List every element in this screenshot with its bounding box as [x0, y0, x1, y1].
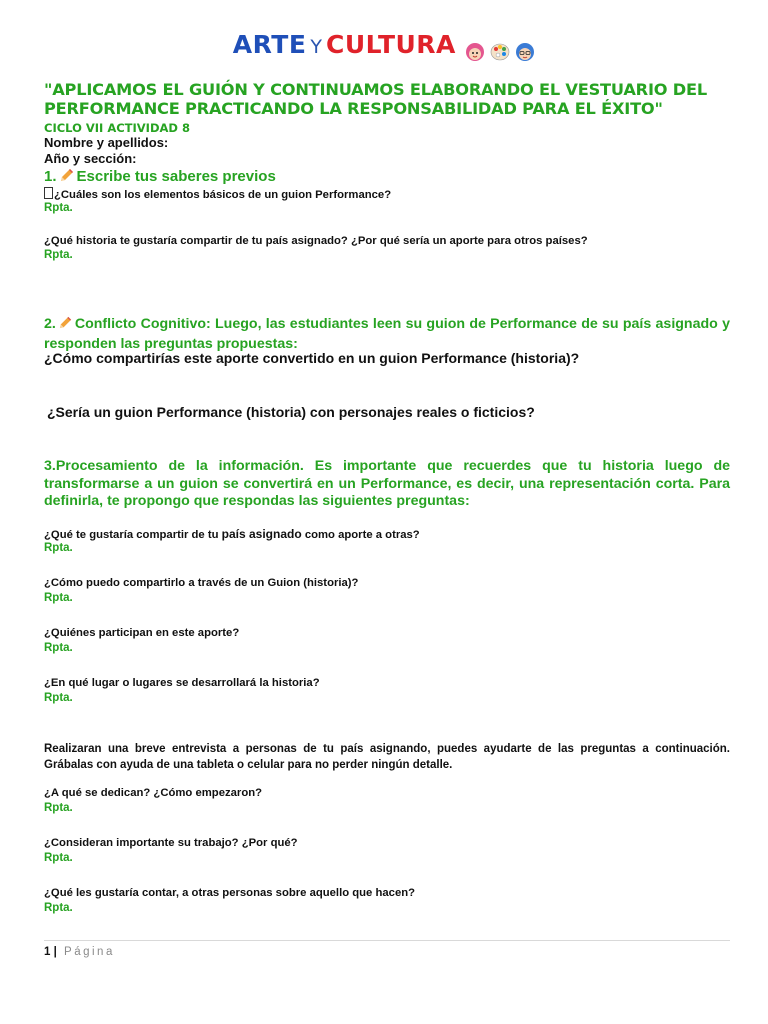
header-banner	[0, 30, 768, 62]
cycle-label: CICLO VII ACTIVIDAD 8	[44, 121, 190, 135]
section-1-heading	[44, 167, 276, 187]
page-footer	[44, 946, 115, 958]
answer-label: Rpta.	[44, 692, 73, 704]
header-icons	[465, 41, 535, 62]
answer-label: Rpta.	[44, 642, 73, 654]
section-2-question-2: ¿Sería un guion Performance (historia) con personajes reales o ficticios?	[47, 404, 535, 420]
section-1-question-1: ¿Cuáles son los elementos básicos de un guion Performance?	[44, 187, 391, 201]
section-3-intro: 3.Procesamiento de la información. Es importante que recuerdes que tu historia luego de transformarse a un guion se convertirá en un Performance, es decir, una representación corta. Para definirla, te propongo que respondas las siguientes preguntas:	[44, 458, 730, 509]
section-1-number: 1.	[44, 168, 57, 185]
activity-title: "APLICAMOS EL GUIÓN Y CONTINUAMOS ELABORANDO EL VESTUARIO DEL PERFORMANCE PRACTICANDO LA RESPONSABILIDAD PARA EL ÉXITO"	[44, 80, 707, 118]
header-word-y: Y	[310, 36, 323, 58]
name-field-label: Nombre y apellidos:	[44, 135, 169, 150]
section-3-question-3: ¿Quiénes participan en este aporte?	[44, 627, 240, 639]
highlighted-term: país asignado	[221, 527, 302, 541]
pencil-icon	[59, 167, 75, 187]
section-1-title: Escribe tus saberes previos	[76, 168, 276, 185]
pink-hair-face-icon	[465, 42, 485, 62]
palette-icon	[490, 42, 510, 62]
answer-label: Rpta.	[44, 592, 73, 604]
page-number: 1	[44, 946, 51, 958]
answer-label: Rpta.	[44, 202, 73, 214]
interview-question-3: ¿Qué les gustaría contar, a otras personas sobre aquello que hacen?	[44, 887, 416, 899]
section-3-question-2: ¿Cómo puedo compartirlo a través de un Guion (historia)?	[44, 577, 359, 589]
pencil-icon	[58, 315, 73, 336]
answer-label: Rpta.	[44, 852, 73, 864]
answer-label: Rpta.	[44, 542, 73, 554]
section-2-intro: 2. Conflicto Cognitivo: Luego, las estudiantes leen su guion de Performance de su país asignado y responden las preguntas propuestas:	[44, 316, 730, 352]
section-2-number: 2.	[44, 316, 56, 332]
interview-question-1: ¿A qué se dedican? ¿Cómo empezaron?	[44, 787, 263, 799]
section-2-question-1: ¿Cómo compartirías este aporte convertido en un guion Performance (historia)?	[44, 350, 580, 366]
header-word-cultura: CULTURA	[326, 30, 456, 59]
answer-label: Rpta.	[44, 249, 73, 261]
footer-divider	[44, 940, 730, 941]
year-field-label: Año y sección:	[44, 151, 137, 166]
section-3-question-1: ¿Qué te gustaría compartir de tu país asignado como aporte a otras?	[44, 527, 420, 541]
section-3-question-4: ¿En qué lugar o lugares se desarrollará la historia?	[44, 677, 320, 689]
answer-label: Rpta.	[44, 902, 73, 914]
section-1-question-2: ¿Qué historia te gustaría compartir de tu país asignado? ¿Por qué sería un aporte para otros países?	[44, 235, 588, 247]
header-word-arte: ARTE	[232, 30, 307, 59]
answer-label: Rpta.	[44, 802, 73, 814]
missing-glyph-box-icon	[44, 187, 53, 199]
page-word: Página	[64, 946, 115, 958]
interview-instructions: Realizaran una breve entrevista a personas de tu país asignando, puedes ayudarte de las preguntas a continuación. Grábalas con ayuda de una tableta o celular para no perder ningún detalle.	[44, 743, 730, 771]
interview-question-2: ¿Consideran importante su trabajo? ¿Por qué?	[44, 837, 298, 849]
blue-hair-face-icon	[515, 42, 535, 62]
footer-separator: |	[53, 946, 57, 958]
